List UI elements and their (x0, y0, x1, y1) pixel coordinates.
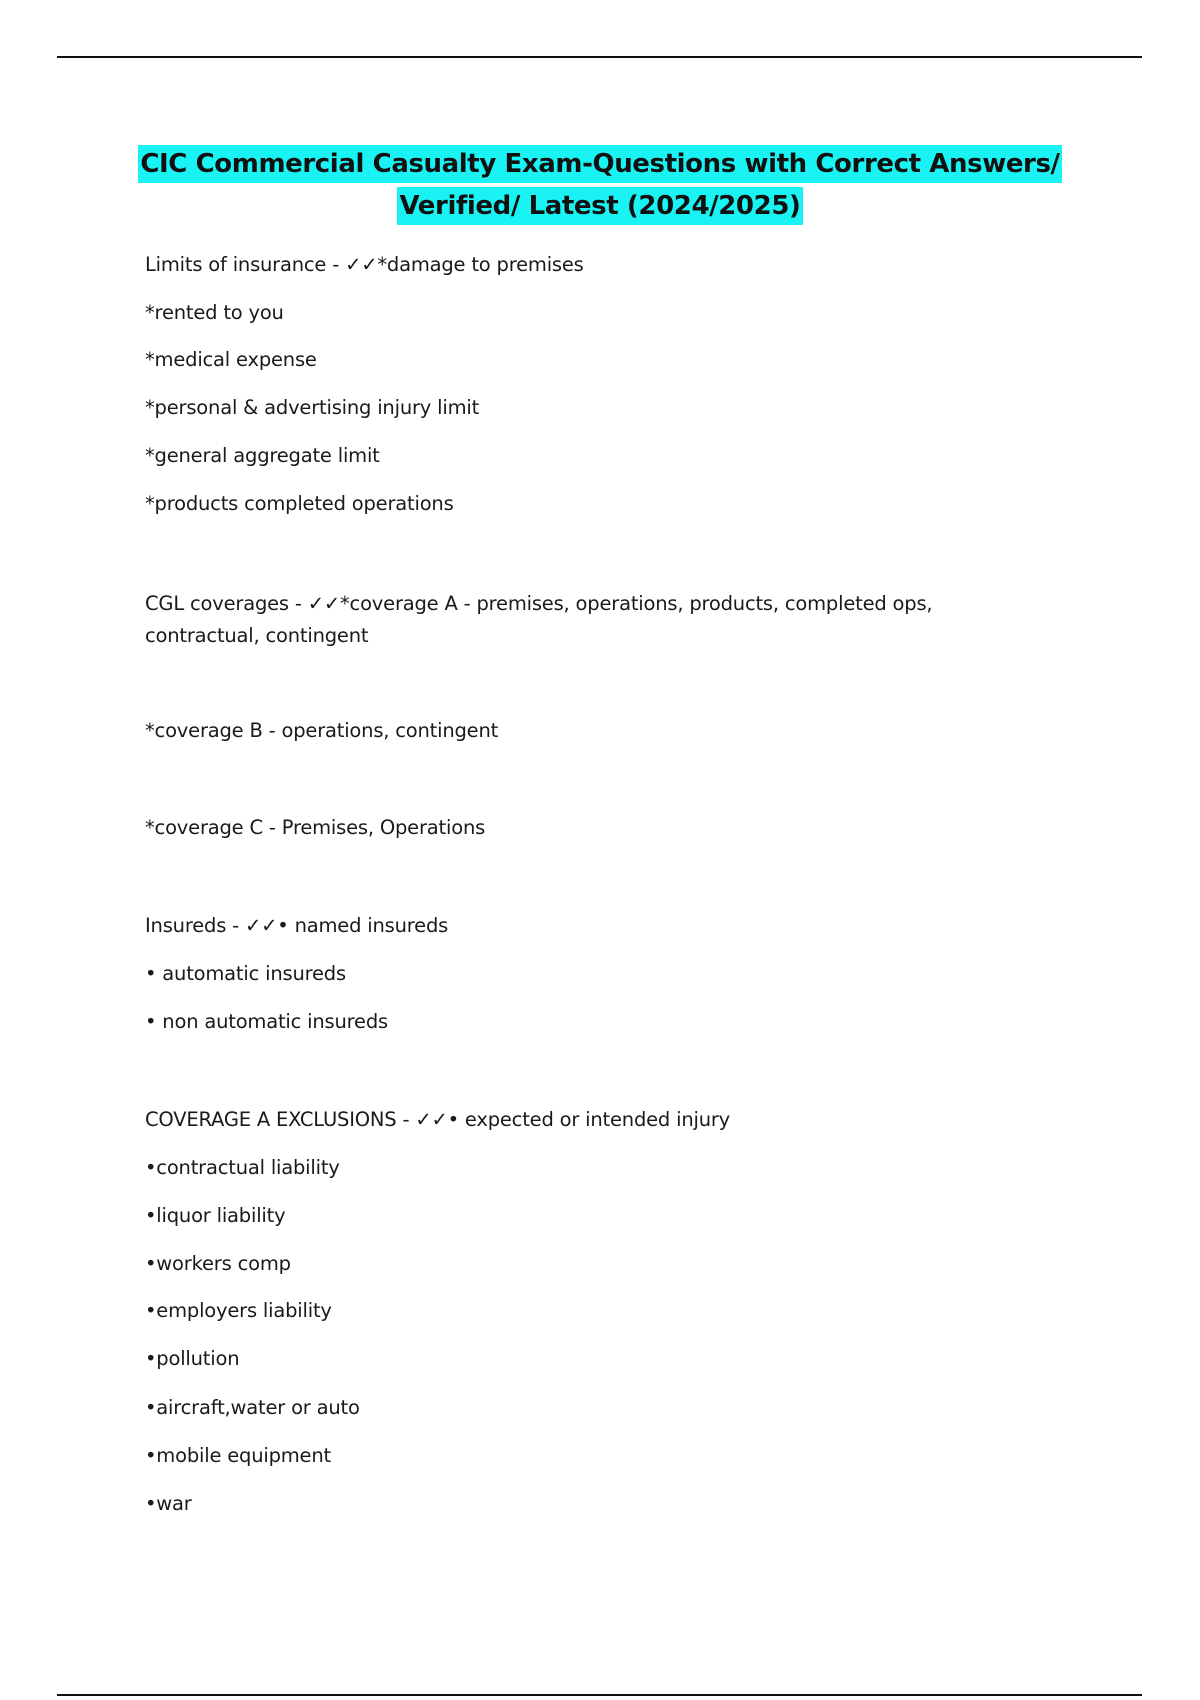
list-item: •aircraft,water or auto (145, 1396, 360, 1419)
list-item: •contractual liability (145, 1156, 340, 1179)
bottom-rule (57, 1694, 1142, 1696)
title-line-1: CIC Commercial Casualty Exam-Questions with Correct Answers/ (138, 145, 1061, 183)
check-icon: ✓✓ (307, 592, 340, 615)
list-item: *products completed operations (145, 492, 454, 515)
cgl-heading-line (145, 588, 932, 620)
list-item: • non automatic insureds (145, 1010, 388, 1033)
check-icon: ✓✓ (415, 1108, 448, 1131)
insureds-heading-line (145, 910, 448, 942)
exclusions-term: COVERAGE A EXCLUSIONS - (145, 1108, 416, 1131)
check-icon: ✓✓ (245, 914, 278, 937)
list-item: *personal & advertising injury limit (145, 396, 480, 419)
cgl-coverage-b: *coverage B - operations, contingent (145, 719, 499, 742)
cgl-term: CGL coverages - (145, 592, 308, 615)
limits-term: Limits of insurance - (145, 253, 346, 276)
insureds-answer: • named insureds (277, 914, 449, 937)
title-line-2: Verified/ Latest (2024/2025) (397, 187, 802, 225)
cgl-coverage-c: *coverage C - Premises, Operations (145, 816, 486, 839)
list-item: •workers comp (145, 1252, 291, 1275)
exclusions-heading-line (145, 1104, 730, 1136)
cgl-continuation: contractual, contingent (145, 624, 369, 647)
list-item: • automatic insureds (145, 962, 346, 985)
insureds-term: Insureds - (145, 914, 245, 937)
list-item: •pollution (145, 1347, 240, 1370)
list-item: •liquor liability (145, 1204, 286, 1227)
limits-answer: *damage to premises (377, 253, 584, 276)
top-rule (57, 56, 1142, 58)
list-item: *general aggregate limit (145, 444, 380, 467)
check-icon: ✓✓ (345, 253, 378, 276)
list-item: *rented to you (145, 301, 284, 324)
list-item: *medical expense (145, 348, 317, 371)
list-item: •mobile equipment (145, 1444, 331, 1467)
list-item: •war (145, 1492, 192, 1515)
limits-heading-line (145, 249, 584, 281)
cgl-answer: *coverage A - premises, operations, products, completed ops, (340, 592, 933, 615)
list-item: •employers liability (145, 1299, 332, 1322)
document-title (0, 145, 1200, 225)
exclusions-answer: • expected or intended injury (447, 1108, 731, 1131)
